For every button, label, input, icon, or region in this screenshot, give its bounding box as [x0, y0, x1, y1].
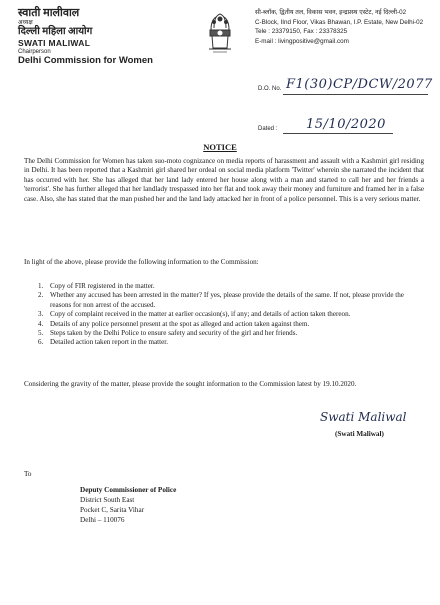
- list-item-number: 4.: [38, 319, 44, 328]
- list-item-number: 5.: [38, 329, 44, 338]
- list-item-text: Copy of FIR registered in the matter.: [50, 282, 155, 290]
- list-item: [38, 320, 423, 329]
- sender-name-english: SWATI MALIWAL: [18, 38, 91, 48]
- address-english: C-Block, IInd Floor, Vikas Bhawan, I.P. Estate, New Delhi-02: [255, 18, 424, 26]
- email-address: E-mail : livingpositive@gmail.com: [255, 37, 349, 45]
- information-list: [38, 282, 423, 348]
- recipient-line: Pocket C, Sarita Vihar: [80, 506, 145, 514]
- recipient-line: Deputy Commissioner of Police: [80, 486, 177, 494]
- list-item-text: Detailed action taken report in the matter.: [50, 338, 168, 347]
- notice-paragraph-1: The Delhi Commission for Women has taken suo-moto cognizance on media reports of harassment and assault with a Kashmiri girl residing in Delhi. It has been reported that a Kashmiri girl shared her ordeal on social media platform 'Twitter' wherein she narrated the incident that has occurred with her. She has alleged that her land lady entered her house along with a man and started to call her and her friends a 'terrorist'. She has further alleged that her landlady trespassed into her flat and took away their money and furniture and framed her in a false case. Also, she has stated that the man pushed her and the land lady attacked her in front of a police personnel. This is a very serious matter.: [24, 157, 424, 203]
- notice-paragraph-3: Considering the gravity of the matter, please provide the sought information to the Commission latest by 19.10.2020.: [24, 380, 357, 388]
- sender-designation-hindi: अध्यक्ष: [18, 20, 33, 26]
- date-underline: [283, 133, 393, 134]
- list-item-text: Details of any police personnel present at the spot as alleged and action taken against them.: [50, 319, 310, 328]
- list-item: [38, 329, 423, 338]
- list-item-number: 6.: [38, 338, 44, 347]
- list-item: [38, 291, 423, 310]
- list-item: [38, 310, 423, 319]
- list-item-number: 2.: [38, 291, 44, 300]
- list-item-text: Copy of complaint received in the matter at earlier occasion(s), if any; and details of action taken thereon.: [50, 310, 351, 319]
- list-item: [38, 282, 423, 291]
- ref-no-value: F1(30)CP/DCW/2077: [286, 77, 433, 92]
- signatory-name: (Swati Maliwal): [335, 430, 384, 438]
- org-name-english: Delhi Commission for Women: [18, 54, 153, 66]
- date-label: Dated :: [258, 126, 278, 132]
- phone-fax: Tele : 23379150, Fax : 23378325: [255, 28, 348, 35]
- ref-no-underline: [283, 94, 428, 95]
- list-item: [38, 338, 423, 347]
- letterhead-contact: [255, 8, 435, 46]
- letterhead-sender: [18, 8, 218, 65]
- sender-name-hindi: स्वाती मालीवाल: [18, 7, 80, 19]
- national-emblem-icon: [205, 8, 235, 56]
- org-name-hindi: दिल्ली महिला आयोग: [18, 26, 93, 37]
- notice-title: NOTICE: [203, 142, 237, 152]
- recipient-line: Delhi – 110076: [80, 516, 125, 524]
- notice-paragraph-2: In light of the above, please provide the following information to the Commission:: [24, 258, 259, 266]
- to-label: To: [24, 470, 32, 478]
- list-item-number: 3.: [38, 310, 44, 319]
- date-value: 15/10/2020: [306, 117, 386, 132]
- list-item-text: Whether any accused has been arrested in the matter? If yes, please provide the details of the same. If not, please provide the reasons for non arrest of the accused.: [50, 291, 404, 309]
- list-item-text: Steps taken by the Delhi Police to ensure safety and security of the girl and her friends.: [50, 329, 298, 338]
- recipient-line: District South East: [80, 496, 135, 504]
- handwritten-signature: Swati Maliwal: [320, 410, 407, 424]
- sender-designation-english: Chairperson: [18, 48, 51, 55]
- list-item-number: 1.: [38, 282, 44, 290]
- ref-no-label: D.O. No.: [258, 86, 282, 92]
- address-hindi: सी-ब्लॉक, द्वितीय तल, विकास भवन, इन्द्रप्रस्थ एस्टेट, नई दिल्ली-02: [255, 9, 407, 16]
